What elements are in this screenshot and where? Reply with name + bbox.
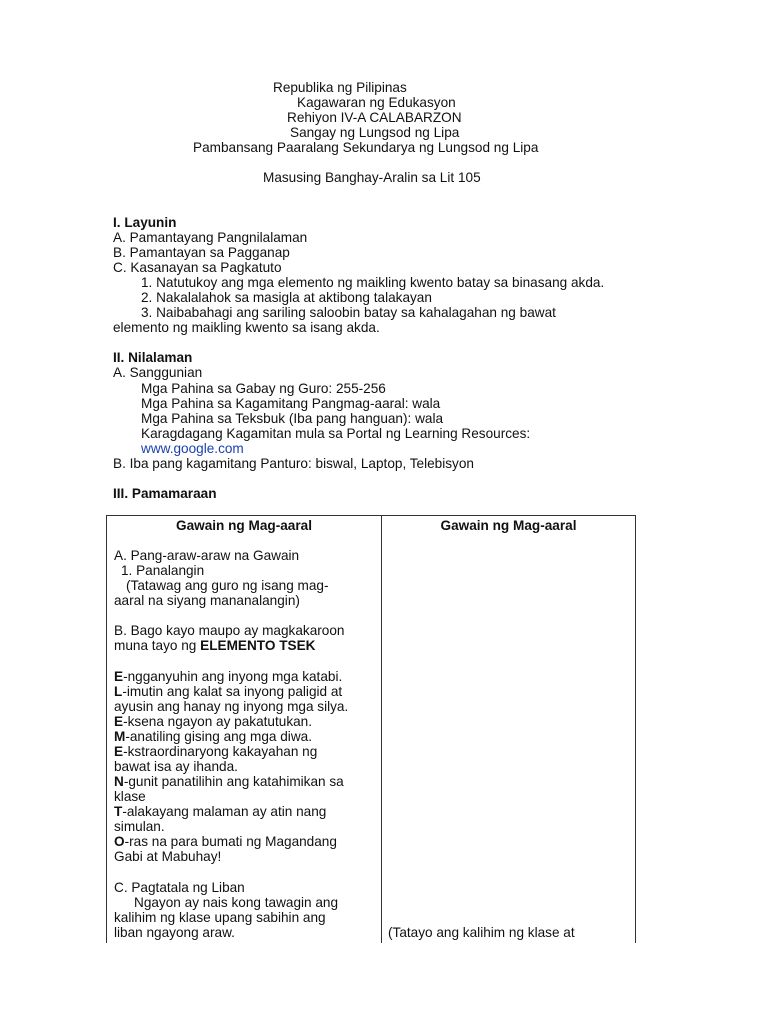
reference-textbook: Mga Pahina sa Teksbuk (Iba pang hanguan): wala [141, 411, 444, 426]
daily-routine-heading: A. Pang-araw-araw na Gawain [114, 548, 300, 563]
s1-item-c: C. Kasanayan sa Pagkatuto [113, 260, 282, 275]
secretary-note: (Tatayo ang kalihim ng klase at [388, 925, 575, 940]
attendance-line3: liban ngayong araw. [114, 925, 235, 940]
reference-lr-portal: Karagdagang Kagamitan mula sa Portal ng Learning Resources: [141, 426, 531, 441]
s1-item-b: B. Pamantayan sa Pagganap [113, 245, 290, 260]
reference-learner-material: Mga Pahina sa Kagamitang Pangmag-aaral: wala [141, 396, 441, 411]
acrostic-t-line1: T-alakayang malaman ay atin nang [114, 804, 327, 819]
prayer-note-line1: (Tatawag ang guro ng isang mag- [126, 578, 329, 593]
s2-item-b: B. Iba pang kagamitang Panturo: biswal, Laptop, Telebisyon [113, 456, 474, 471]
acrostic-l-line1: L-imutin ang kalat sa inyong paligid at [114, 684, 343, 699]
google-link[interactable]: www.google.com [141, 441, 244, 456]
acrostic-l-line2: ayusin ang hanay ng inyong mga silya. [114, 699, 349, 714]
prayer-note-line2: aaral na siyang mananalangin) [114, 593, 300, 608]
header-division: Sangay ng Lungsod ng Lipa [290, 125, 460, 140]
acrostic-o-line2: Gabi at Mabuhay! [114, 849, 222, 864]
procedure-table [106, 515, 636, 943]
header-republic: Republika ng Pilipinas [273, 80, 407, 95]
element-check-intro-line1: B. Bago kayo maupo ay magkakaroon [114, 623, 345, 638]
attendance-heading: C. Pagtatala ng Liban [114, 880, 245, 895]
header-department: Kagawaran ng Edukasyon [297, 95, 456, 110]
document-title: Masusing Banghay-Aralin sa Lit 105 [263, 170, 481, 185]
attendance-line2: kalihim ng klase upang sabihin ang [114, 910, 326, 925]
student-activity-column [107, 516, 382, 944]
column-header-left: Gawain ng Mag-aaral [176, 518, 312, 533]
student-response-column [382, 516, 636, 944]
acrostic-e3-line2: bawat isa ay ihanda. [114, 759, 238, 774]
header-school: Pambansang Paaralang Sekundarya ng Lungsod ng Lipa [193, 140, 539, 155]
objective-2: 2. Nakalalahok sa masigla at aktibong talakayan [141, 290, 432, 305]
acrostic-e2: E-ksena ngayon ay pakatutukan. [114, 714, 313, 729]
element-check-intro-line2: muna tayo ng ELEMENTO TSEK [114, 638, 316, 653]
attendance-line1: Ngayon ay nais kong tawagin ang [134, 895, 339, 910]
objective-1: 1. Natutukoy ang mga elemento ng maikling kwento batay sa binasang akda. [141, 275, 605, 290]
acrostic-n-line2: klase [114, 789, 146, 804]
prayer-item: 1. Panalangin [121, 563, 205, 578]
acrostic-o-line1: O-ras na para bumati ng Magandang [114, 834, 337, 849]
acrostic-e3-line1: E-kstraordinaryong kakayahan ng [114, 744, 318, 759]
section-1-heading: I. Layunin [113, 215, 177, 230]
acrostic-e1: E-ngganyuhin ang inyong mga katabi. [114, 669, 343, 684]
reference-teacher-guide: Mga Pahina sa Gabay ng Guro: 255-256 [141, 381, 386, 396]
header-region: Rehiyon IV-A CALABARZON [287, 110, 462, 125]
column-header-right: Gawain ng Mag-aaral [440, 518, 577, 533]
objective-3-line1: 3. Naibabahagi ang sariling saloobin batay sa kahalagahan ng bawat [141, 305, 556, 320]
section-3-heading: III. Pamamaraan [113, 486, 217, 501]
s1-item-a: A. Pamantayang Pangnilalaman [113, 230, 308, 245]
acrostic-m: M-anatiling gising ang mga diwa. [114, 729, 312, 744]
s2-item-a: A. Sanggunian [113, 365, 203, 380]
element-tsek-label: ELEMENTO TSEK [200, 638, 316, 653]
section-2-heading: II. Nilalaman [113, 350, 193, 365]
objective-3-line2: elemento ng maikling kwento sa isang akda. [113, 320, 380, 335]
acrostic-n-line1: N-gunit panatilihin ang katahimikan sa [114, 774, 344, 789]
acrostic-t-line2: simulan. [114, 819, 165, 834]
